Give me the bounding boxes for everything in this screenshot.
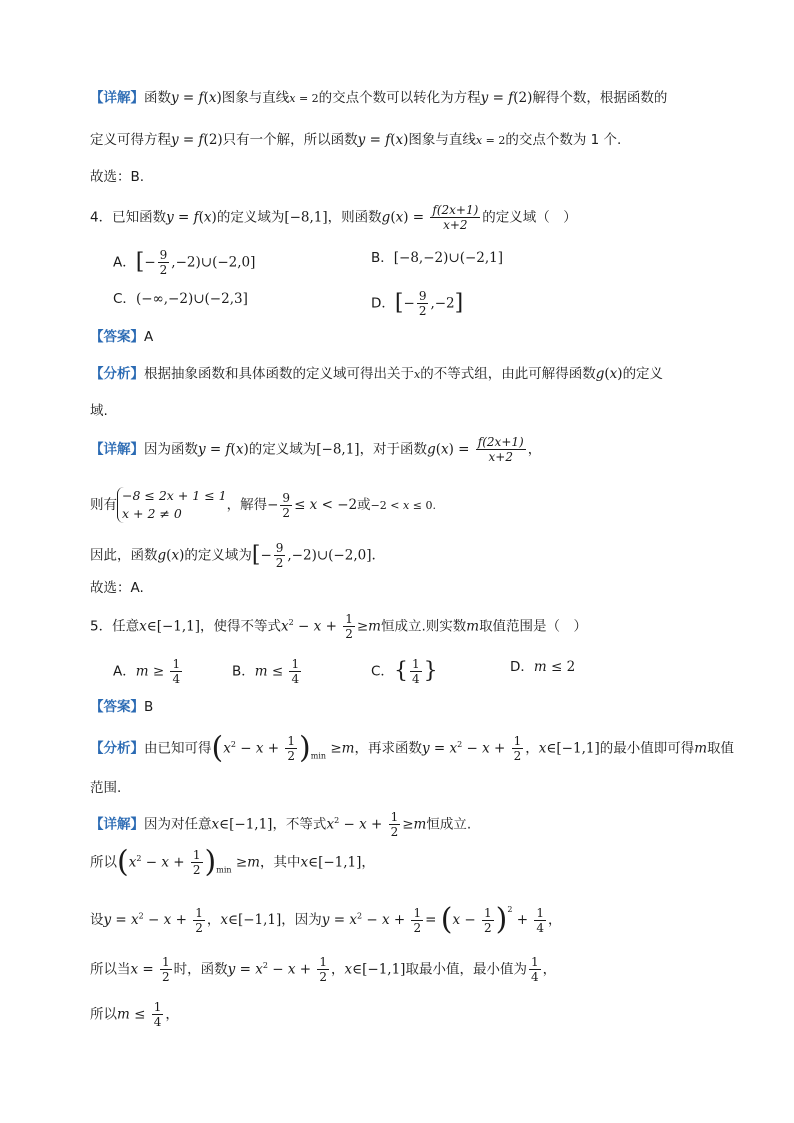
q4-therefore: 因此，函数g(x)的定义域为[− $\frac{9}{2}$ ,−2)∪(−2,0]. <box>90 541 376 570</box>
q4-option-c: C．(−∞,−2)∪(−2,3] <box>113 291 248 307</box>
q5-stem: 5．任意x∈[−1,1]，使得不等式$x^2 - x$ + $\frac{1}{2}$ ≥m恒成立.则实数m取值范围是（ ） <box>90 612 588 641</box>
p3-select: 故选：B. <box>90 169 145 185</box>
q4-g-fraction: $\frac{f(2x+1)}{x+2}$ <box>432 203 479 232</box>
inequality-system: −8 ≤ 2x + 1 ≤ 1 x + 2 ≠ 0 <box>117 487 227 523</box>
q4-option-d: D．[− $\frac{9}{2}$ ,−2] <box>371 289 464 318</box>
q4-select: 故选：A. <box>90 580 144 596</box>
q5-option-a: A．m ≥ $\frac{1}{4}$ <box>113 657 181 686</box>
q4-answer: 【答案】A <box>90 329 154 345</box>
q5-option-b: B．m ≤ $\frac{1}{4}$ <box>232 657 300 686</box>
q4-option-a: A．[− $\frac{9}{2}$ ,−2)∪(−2,0] <box>113 248 256 277</box>
q5-when-line: 所以当x = $\frac{1}{2}$ 时，函数$y = x^2 - x$ + $\frac{1}{2}$ ，x∈[−1,1]取最小值，最小值为 $\frac{1}{4}$ ， <box>90 955 557 984</box>
q5-option-d: D．m ≤ 2 <box>510 659 576 675</box>
p3-detail-line1: 【详解】函数y = f(x)图象与直线x = 2的交点个数可以转化为方程y = f(2)解得个数，根据函数的 <box>90 90 668 106</box>
q4-detail-line1: 【详解】因为函数y = f(x)的定义域为[−8,1]，对于函数g(x) = $\frac{f(2x+1)}{x+2}$ ， <box>90 435 542 464</box>
q4-system-line: 则有 −8 ≤ 2x + 1 ≤ 1 x + 2 ≠ 0 ，解得− $\frac{9}{2}$ ≤ x < −2或−2 < x ≤ 0. <box>90 488 436 521</box>
q4-analysis-line2: 域. <box>90 403 108 419</box>
q5-option-c: C．{ $\frac{1}{4}$ } <box>371 657 438 686</box>
q5-analysis-line1: 【分析】由已知可得($x^2 - x$ + $\frac{1}{2}$ )$_{min} \ge m$，再求函数$y = x^2 - x$ + $\frac{1}{2}$ ，x∈[−1,1]的最小值即可得m取值 <box>90 730 735 766</box>
q5-so-line: 所以($x^2 - x$ + $\frac{1}{2}$ )$_{min} \ge m$，其中x∈[−1,1]， <box>90 844 375 880</box>
q5-let-line: 设$y = x^2 - x$ + $\frac{1}{2}$ ，x∈[−1,1]，因为$y = x^2 - x$ + $\frac{1}{2}$ = (x − $\frac{1}{2}$ )$^2$ + $\frac{1}{4}$ ， <box>90 902 562 937</box>
q5-so2-line: 所以m ≤ $\frac{1}{4}$ ， <box>90 1000 179 1029</box>
q4-analysis-line1: 【分析】根据抽象函数和具体函数的定义域可得出关于x的不等式组，由此可解得函数g(x)的定义 <box>90 366 664 382</box>
q4-option-b: B．[−8,−2)∪(−2,1] <box>371 250 504 266</box>
q5-analysis-line2: 范围. <box>90 780 122 796</box>
p3-detail-line2: 定义可得方程y = f(2)只有一个解，所以函数y = f(x)图象与直线x = 2的交点个数为 1 个. <box>90 132 622 148</box>
q5-detail-line1: 【详解】因为对任意x∈[−1,1]，不等式$x^2 - x$ + $\frac{1}{2}$ ≥m恒成立. <box>90 810 472 839</box>
detail-tag: 【详解】 <box>90 90 144 106</box>
q4-stem: 4．已知函数y = f(x)的定义域为[−8,1]，则函数g(x) = $\frac{f(2x+1)}{x+2}$ 的定义域（ ） <box>90 203 577 232</box>
q5-answer: 【答案】B <box>90 699 154 715</box>
